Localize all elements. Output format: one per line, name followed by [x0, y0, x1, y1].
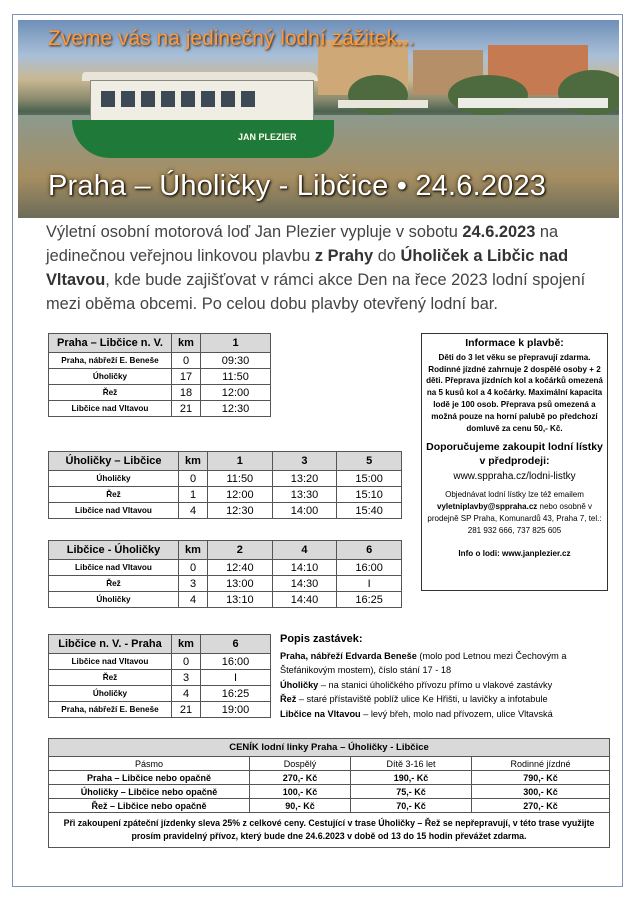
- table-cell: 190,- Kč: [351, 771, 472, 785]
- recommend-text: Doporučujeme zakoupit lodní lístky v předprodeji:: [426, 441, 603, 468]
- table-cell: 6: [201, 635, 271, 654]
- table-cell: Libčice nad Vltavou: [49, 503, 179, 519]
- table-cell: 13:20: [272, 471, 337, 487]
- table-cell: 3: [272, 452, 337, 471]
- stop-item: Úholičky – na stanici úholičkého přívozu přímo u vlakové zastávky: [280, 679, 553, 690]
- table-cell: Praha – Libčice nebo opačně: [49, 771, 250, 785]
- table-cell: 12:30: [208, 503, 273, 519]
- table-cell: 3: [172, 670, 201, 686]
- order-text: Objednávat lodní lístky lze též emailem vyletniplavby@sppraha.cz nebo osobně v prodejně SP Praha, Komunardů 43, Praha 7, tel.: 281 932 666, 737 825 605: [427, 490, 602, 535]
- price-table: [48, 738, 610, 848]
- table-cell: Praha – Libčice n. V.: [49, 334, 172, 353]
- table-cell: 18: [172, 385, 201, 401]
- info-heading: Informace k plavbě:: [465, 337, 564, 349]
- stops-title: Popis zastávek:: [280, 633, 363, 645]
- stop-item: Libčice na Vltavou – levý břeh, molo nad přívozem, ulice Vltavská: [280, 708, 553, 719]
- table-cell: km: [179, 541, 208, 560]
- timetable-libcice-uholicky: [48, 540, 402, 608]
- table-cell: 14:10: [272, 560, 337, 576]
- info-text: Děti do 3 let věku se přepravují zdarma. Rodinné jízdné zahrnuje 2 dospělé osoby + 2 děti. Přeprava jízdních kol a kočárků omezená na 5 kusů kol a 4 kočárky. Maximální kapacita lodě je 100 osob. Přeprava psů omezená a možná pouze na horní palubě po předchozí domluvě za cenu 50,- Kč.: [426, 352, 603, 433]
- table-cell: 0: [172, 353, 201, 369]
- table-cell: Úholičky – Libčice: [49, 452, 179, 471]
- table-cell: 0: [179, 471, 208, 487]
- table-cell: 13:00: [208, 576, 273, 592]
- table-cell: Libčice n. V. - Praha: [49, 635, 172, 654]
- table-cell: 1: [201, 334, 271, 353]
- boat-name-label: JAN PLEZIER: [238, 132, 297, 142]
- table-cell: 270,- Kč: [472, 799, 610, 813]
- pricing-note: Při zakoupení zpáteční jízdenky sleva 25% z celkové ceny. Cestující v trase Úholičky – Řež se nepřepravují, v této trase využijte prosím pravidelný přívoz, který bude dne 24.6.2023 v době od 13 do 15 hodin převážet zdarma.: [49, 813, 610, 848]
- table-cell: I: [337, 576, 402, 592]
- table-cell: Úholičky: [49, 592, 179, 608]
- table-cell: km: [179, 452, 208, 471]
- table-cell: 270,- Kč: [250, 771, 351, 785]
- table-cell: 12:00: [208, 487, 273, 503]
- table-cell: 15:00: [337, 471, 402, 487]
- table-cell: 4: [272, 541, 337, 560]
- table-cell: Pásmo: [49, 757, 250, 771]
- table-cell: 16:25: [337, 592, 402, 608]
- table-cell: 1: [179, 487, 208, 503]
- table-cell: 14:00: [272, 503, 337, 519]
- boat-image: [90, 80, 314, 124]
- timetable-libcice-praha: [48, 634, 271, 718]
- hero-title: Praha – Úholičky - Libčice • 24.6.2023: [48, 170, 547, 202]
- table-cell: 11:50: [208, 471, 273, 487]
- boat-website-link[interactable]: www.janplezier.cz: [502, 549, 571, 559]
- table-cell: 2: [208, 541, 273, 560]
- table-cell: 5: [337, 452, 402, 471]
- table-cell: 14:40: [272, 592, 337, 608]
- stop-item: Řež – staré přístaviště poblíž ulice Ke Hřišti, u lavičky a infotabule: [280, 694, 548, 704]
- table-cell: 4: [172, 686, 201, 702]
- stop-item: Praha, nábřeží Edvarda Beneše (molo pod Letnou mezi Čechovým a Štefánikovým mostem), číslo stání 17 - 18: [280, 650, 567, 675]
- table-cell: Dospělý: [250, 757, 351, 771]
- table-cell: 90,- Kč: [250, 799, 351, 813]
- table-cell: Řež: [49, 670, 172, 686]
- intro-paragraph: Výletní osobní motorová loď Jan Plezier vypluje v sobotu 24.6.2023 na jedinečnou veřejnou linkovou plavbu z Prahy do Úholiček a Libčic nad Vltavou, kde bude zajišťovat v rámci akce Den na řece 2023 lodní spojení mezi oběma obcemi. Po celou dobu plavby otevřený lodní bar.: [46, 223, 586, 313]
- table-cell: Praha, nábřeží E. Beneše: [49, 353, 172, 369]
- table-cell: 16:25: [201, 686, 271, 702]
- table-cell: Úholičky: [49, 369, 172, 385]
- table-cell: 12:00: [201, 385, 271, 401]
- table-cell: 12:40: [208, 560, 273, 576]
- table-cell: CENÍK lodní linky Praha – Úholičky - Libčice: [49, 739, 610, 757]
- table-cell: Řež: [49, 385, 172, 401]
- table-cell: 300,- Kč: [472, 785, 610, 799]
- table-cell: 15:10: [337, 487, 402, 503]
- table-cell: 13:30: [272, 487, 337, 503]
- tickets-link[interactable]: www.sppraha.cz/lodni-listky: [453, 471, 576, 483]
- timetable-uholicky-libcice: [48, 451, 402, 519]
- table-cell: 21: [172, 702, 201, 718]
- table-cell: 75,- Kč: [351, 785, 472, 799]
- table-cell: Libčice nad Vltavou: [49, 560, 179, 576]
- table-cell: km: [172, 334, 201, 353]
- table-cell: 21: [172, 401, 201, 417]
- table-cell: 100,- Kč: [250, 785, 351, 799]
- table-cell: Úholičky – Libčice nebo opačně: [49, 785, 250, 799]
- table-cell: Řež: [49, 576, 179, 592]
- timetable-praha-libcice: [48, 333, 271, 417]
- table-cell: Úholičky: [49, 686, 172, 702]
- table-cell: 09:30: [201, 353, 271, 369]
- table-cell: 70,- Kč: [351, 799, 472, 813]
- table-cell: Úholičky: [49, 471, 179, 487]
- table-cell: Dítě 3-16 let: [351, 757, 472, 771]
- table-cell: 0: [179, 560, 208, 576]
- table-cell: Libčice nad Vltavou: [49, 401, 172, 417]
- table-cell: 11:50: [201, 369, 271, 385]
- table-cell: 790,- Kč: [472, 771, 610, 785]
- table-cell: 14:30: [272, 576, 337, 592]
- table-cell: 15:40: [337, 503, 402, 519]
- table-cell: km: [172, 635, 201, 654]
- stops-description: [280, 632, 610, 721]
- email-link[interactable]: vyletniplavby@sppraha.cz: [437, 501, 538, 511]
- table-cell: 17: [172, 369, 201, 385]
- table-cell: Řež: [49, 487, 179, 503]
- hero-tagline: Zveme vás na jedinečný lodní zážitek...: [48, 27, 415, 50]
- table-cell: 13:10: [208, 592, 273, 608]
- table-cell: 19:00: [201, 702, 271, 718]
- table-cell: Libčice nad Vltavou: [49, 654, 172, 670]
- table-cell: 12:30: [201, 401, 271, 417]
- table-cell: 16:00: [201, 654, 271, 670]
- table-cell: Libčice - Úholičky: [49, 541, 179, 560]
- table-cell: Praha, nábřeží E. Beneše: [49, 702, 172, 718]
- table-cell: 0: [172, 654, 201, 670]
- table-cell: I: [201, 670, 271, 686]
- table-cell: 4: [179, 503, 208, 519]
- table-cell: 16:00: [337, 560, 402, 576]
- table-cell: Řež – Libčice nebo opačně: [49, 799, 250, 813]
- table-cell: 4: [179, 592, 208, 608]
- table-cell: Rodinné jízdné: [472, 757, 610, 771]
- boat-info: Info o lodi: www.janplezier.cz: [458, 549, 571, 559]
- info-box: [421, 333, 608, 591]
- table-cell: 3: [179, 576, 208, 592]
- table-cell: 6: [337, 541, 402, 560]
- table-cell: 1: [208, 452, 273, 471]
